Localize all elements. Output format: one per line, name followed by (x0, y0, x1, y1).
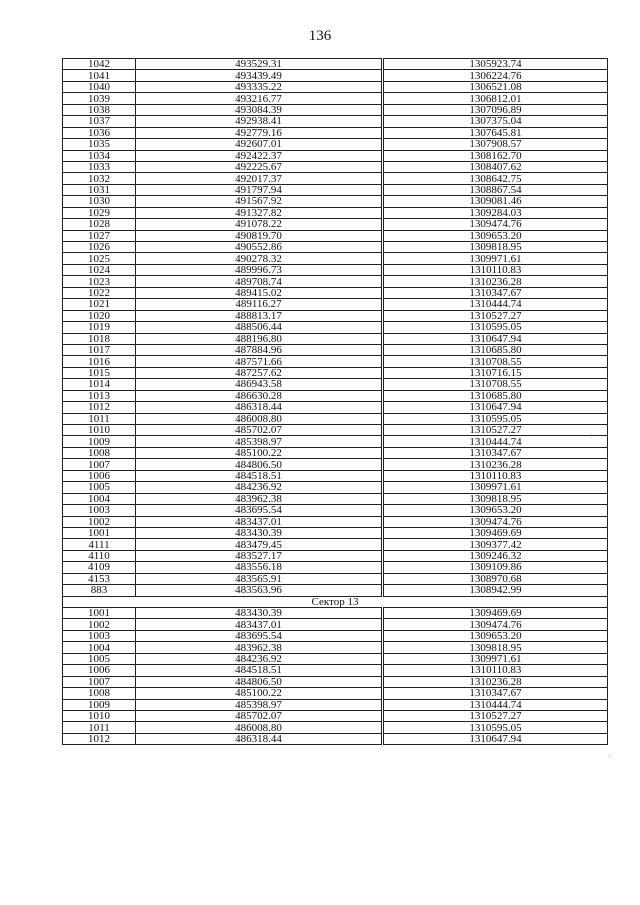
x-coordinate-cell: 488506.44 (136, 322, 383, 333)
y-coordinate-cell: 1308867.54 (383, 184, 608, 195)
scan-speck: · (608, 752, 611, 762)
point-number-cell: 1021 (63, 299, 136, 310)
x-coordinate-cell: 487571.66 (136, 356, 383, 367)
table-row (63, 173, 608, 184)
x-coordinate-cell: 486008.80 (136, 413, 383, 424)
table-row (63, 139, 608, 150)
y-coordinate-cell: 1310444.74 (383, 299, 608, 310)
page-number: 136 (308, 28, 332, 44)
point-number-cell: 1007 (63, 676, 136, 687)
point-number-cell: 1039 (63, 93, 136, 104)
sector-header-row (63, 596, 608, 607)
y-coordinate-cell: 1309971.61 (383, 253, 608, 264)
x-coordinate-cell: 483527.17 (136, 550, 383, 561)
y-coordinate-cell: 1310647.94 (383, 402, 608, 413)
table-row (63, 242, 608, 253)
x-coordinate-cell: 484518.51 (136, 665, 383, 676)
table-row (63, 562, 608, 573)
point-number-cell: 1003 (63, 630, 136, 641)
y-coordinate-cell: 1310110.83 (383, 665, 608, 676)
table-row (63, 710, 608, 721)
point-number-cell: 1006 (63, 470, 136, 481)
y-coordinate-cell: 1310110.83 (383, 264, 608, 275)
table-row (63, 59, 608, 70)
y-coordinate-cell: 1305923.74 (383, 59, 608, 70)
point-number-cell: 1020 (63, 310, 136, 321)
x-coordinate-cell: 489116.27 (136, 299, 383, 310)
x-coordinate-cell: 483565.91 (136, 573, 383, 584)
table-row (63, 619, 608, 630)
table-row (63, 436, 608, 447)
point-number-cell: 1027 (63, 230, 136, 241)
x-coordinate-cell: 483695.54 (136, 630, 383, 641)
table-row (63, 70, 608, 81)
x-coordinate-cell: 483479.45 (136, 539, 383, 550)
x-coordinate-cell: 484518.51 (136, 470, 383, 481)
y-coordinate-cell: 1309474.76 (383, 516, 608, 527)
point-number-cell: 4109 (63, 562, 136, 573)
table-row (63, 230, 608, 241)
y-coordinate-cell: 1306224.76 (383, 70, 608, 81)
point-number-cell: 1002 (63, 619, 136, 630)
table-row (63, 527, 608, 538)
x-coordinate-cell: 488813.17 (136, 310, 383, 321)
x-coordinate-cell: 483962.38 (136, 642, 383, 653)
table-row (63, 161, 608, 172)
table-row (63, 402, 608, 413)
x-coordinate-cell: 487257.62 (136, 367, 383, 378)
point-number-cell: 1031 (63, 184, 136, 195)
y-coordinate-cell: 1310444.74 (383, 699, 608, 710)
point-number-cell: 4110 (63, 550, 136, 561)
x-coordinate-cell: 493529.31 (136, 59, 383, 70)
y-coordinate-cell: 1310527.27 (383, 710, 608, 721)
point-number-cell: 1014 (63, 379, 136, 390)
x-coordinate-cell: 483962.38 (136, 493, 383, 504)
y-coordinate-cell: 1309653.20 (383, 630, 608, 641)
table-row (63, 310, 608, 321)
table-row (63, 253, 608, 264)
point-number-cell: 1032 (63, 173, 136, 184)
table-row (63, 516, 608, 527)
x-coordinate-cell: 485100.22 (136, 688, 383, 699)
x-coordinate-cell: 492422.37 (136, 150, 383, 161)
y-coordinate-cell: 1307096.89 (383, 104, 608, 115)
x-coordinate-cell: 485702.07 (136, 425, 383, 436)
y-coordinate-cell: 1310347.67 (383, 688, 608, 699)
table-row (63, 196, 608, 207)
y-coordinate-cell: 1309653.20 (383, 230, 608, 241)
table-row (63, 722, 608, 733)
x-coordinate-cell: 492017.37 (136, 173, 383, 184)
x-coordinate-cell: 493084.39 (136, 104, 383, 115)
point-number-cell: 1012 (63, 402, 136, 413)
table-row (63, 665, 608, 676)
y-coordinate-cell: 1308970.68 (383, 573, 608, 584)
table-row (63, 608, 608, 619)
point-number-cell: 1004 (63, 642, 136, 653)
x-coordinate-cell: 485398.97 (136, 699, 383, 710)
table-row (63, 184, 608, 195)
y-coordinate-cell: 1309081.46 (383, 196, 608, 207)
y-coordinate-cell: 1309818.95 (383, 493, 608, 504)
y-coordinate-cell: 1310595.05 (383, 413, 608, 424)
table-row (63, 390, 608, 401)
y-coordinate-cell: 1308642.75 (383, 173, 608, 184)
table-row (63, 550, 608, 561)
x-coordinate-cell: 489415.02 (136, 287, 383, 298)
x-coordinate-cell: 492607.01 (136, 139, 383, 150)
x-coordinate-cell: 485100.22 (136, 447, 383, 458)
x-coordinate-cell: 489996.73 (136, 264, 383, 275)
y-coordinate-cell: 1306812.01 (383, 93, 608, 104)
point-number-cell: 1042 (63, 59, 136, 70)
point-number-cell: 1029 (63, 207, 136, 218)
table-row (63, 699, 608, 710)
y-coordinate-cell: 1309284.03 (383, 207, 608, 218)
table-row (63, 585, 608, 596)
x-coordinate-cell: 485702.07 (136, 710, 383, 721)
table-row (63, 264, 608, 275)
table-row (63, 505, 608, 516)
x-coordinate-cell: 483556.18 (136, 562, 383, 573)
x-coordinate-cell: 488196.80 (136, 333, 383, 344)
point-number-cell: 4111 (63, 539, 136, 550)
point-number-cell: 1012 (63, 733, 136, 744)
y-coordinate-cell: 1310347.67 (383, 287, 608, 298)
point-number-cell: 1041 (63, 70, 136, 81)
x-coordinate-cell: 492938.41 (136, 116, 383, 127)
point-number-cell: 1005 (63, 653, 136, 664)
table-row (63, 539, 608, 550)
point-number-cell: 1033 (63, 161, 136, 172)
table-row (63, 367, 608, 378)
y-coordinate-cell: 1310708.55 (383, 379, 608, 390)
point-number-cell: 1009 (63, 699, 136, 710)
scan-speck: · (590, 430, 593, 440)
x-coordinate-cell: 486008.80 (136, 722, 383, 733)
y-coordinate-cell: 1309971.61 (383, 653, 608, 664)
x-coordinate-cell: 484236.92 (136, 482, 383, 493)
point-number-cell: 1030 (63, 196, 136, 207)
x-coordinate-cell: 486318.44 (136, 402, 383, 413)
x-coordinate-cell: 490278.32 (136, 253, 383, 264)
table-row (63, 379, 608, 390)
x-coordinate-cell: 491327.82 (136, 207, 383, 218)
y-coordinate-cell: 1307375.04 (383, 116, 608, 127)
table-row (63, 470, 608, 481)
y-coordinate-cell: 1310110.83 (383, 470, 608, 481)
y-coordinate-cell: 1309109.86 (383, 562, 608, 573)
x-coordinate-cell: 489708.74 (136, 276, 383, 287)
y-coordinate-cell: 1310595.05 (383, 322, 608, 333)
table-row (63, 653, 608, 664)
coordinates-table (62, 58, 608, 745)
table-row (63, 642, 608, 653)
point-number-cell: 1007 (63, 459, 136, 470)
y-coordinate-cell: 1310444.74 (383, 436, 608, 447)
table-row (63, 150, 608, 161)
point-number-cell: 1038 (63, 104, 136, 115)
point-number-cell: 1010 (63, 710, 136, 721)
table-row (63, 356, 608, 367)
y-coordinate-cell: 1309377.42 (383, 539, 608, 550)
x-coordinate-cell: 483430.39 (136, 608, 383, 619)
y-coordinate-cell: 1310595.05 (383, 722, 608, 733)
table-row (63, 207, 608, 218)
y-coordinate-cell: 1307645.81 (383, 127, 608, 138)
table-row (63, 276, 608, 287)
point-number-cell: 1009 (63, 436, 136, 447)
x-coordinate-cell: 483430.39 (136, 527, 383, 538)
x-coordinate-cell: 486318.44 (136, 733, 383, 744)
y-coordinate-cell: 1309469.69 (383, 527, 608, 538)
y-coordinate-cell: 1309971.61 (383, 482, 608, 493)
table-row (63, 299, 608, 310)
x-coordinate-cell: 483563.96 (136, 585, 383, 596)
y-coordinate-cell: 1309818.95 (383, 242, 608, 253)
x-coordinate-cell: 483437.01 (136, 619, 383, 630)
x-coordinate-cell: 486630.28 (136, 390, 383, 401)
table-row (63, 413, 608, 424)
table-row (63, 287, 608, 298)
point-number-cell: 1016 (63, 356, 136, 367)
point-number-cell: 1008 (63, 688, 136, 699)
coordinates-table-body (63, 59, 608, 745)
point-number-cell: 1004 (63, 493, 136, 504)
point-number-cell: 1036 (63, 127, 136, 138)
x-coordinate-cell: 483437.01 (136, 516, 383, 527)
point-number-cell: 1024 (63, 264, 136, 275)
point-number-cell: 1013 (63, 390, 136, 401)
point-number-cell: 883 (63, 585, 136, 596)
table-row (63, 219, 608, 230)
x-coordinate-cell: 491078.22 (136, 219, 383, 230)
y-coordinate-cell: 1308162.70 (383, 150, 608, 161)
sector-title: Сектор 13 (63, 596, 608, 607)
table-row (63, 573, 608, 584)
table-row (63, 493, 608, 504)
y-coordinate-cell: 1310647.94 (383, 333, 608, 344)
x-coordinate-cell: 491797.94 (136, 184, 383, 195)
x-coordinate-cell: 484806.50 (136, 676, 383, 687)
point-number-cell: 1008 (63, 447, 136, 458)
x-coordinate-cell: 493439.49 (136, 70, 383, 81)
y-coordinate-cell: 1309818.95 (383, 642, 608, 653)
table-row (63, 127, 608, 138)
point-number-cell: 1018 (63, 333, 136, 344)
table-row (63, 447, 608, 458)
y-coordinate-cell: 1309469.69 (383, 608, 608, 619)
table-row (63, 81, 608, 92)
table-row (63, 93, 608, 104)
table-row (63, 116, 608, 127)
x-coordinate-cell: 492225.67 (136, 161, 383, 172)
y-coordinate-cell: 1308407.62 (383, 161, 608, 172)
point-number-cell: 1011 (63, 722, 136, 733)
x-coordinate-cell: 484806.50 (136, 459, 383, 470)
table-row (63, 333, 608, 344)
point-number-cell: 1037 (63, 116, 136, 127)
point-number-cell: 1002 (63, 516, 136, 527)
y-coordinate-cell: 1309474.76 (383, 219, 608, 230)
table-row (63, 482, 608, 493)
point-number-cell: 1034 (63, 150, 136, 161)
x-coordinate-cell: 493335.22 (136, 81, 383, 92)
y-coordinate-cell: 1310236.28 (383, 276, 608, 287)
x-coordinate-cell: 484236.92 (136, 653, 383, 664)
x-coordinate-cell: 491567.92 (136, 196, 383, 207)
table-row (63, 630, 608, 641)
x-coordinate-cell: 492779.16 (136, 127, 383, 138)
x-coordinate-cell: 487884.96 (136, 344, 383, 355)
y-coordinate-cell: 1310708.55 (383, 356, 608, 367)
table-row (63, 459, 608, 470)
point-number-cell: 1035 (63, 139, 136, 150)
y-coordinate-cell: 1310647.94 (383, 733, 608, 744)
point-number-cell: 1006 (63, 665, 136, 676)
y-coordinate-cell: 1309474.76 (383, 619, 608, 630)
point-number-cell: 1022 (63, 287, 136, 298)
point-number-cell: 1005 (63, 482, 136, 493)
table-row (63, 344, 608, 355)
y-coordinate-cell: 1310236.28 (383, 676, 608, 687)
point-number-cell: 1015 (63, 367, 136, 378)
x-coordinate-cell: 490552.86 (136, 242, 383, 253)
y-coordinate-cell: 1309246.32 (383, 550, 608, 561)
point-number-cell: 1040 (63, 81, 136, 92)
x-coordinate-cell: 490819.70 (136, 230, 383, 241)
y-coordinate-cell: 1310716.15 (383, 367, 608, 378)
table-row (63, 676, 608, 687)
y-coordinate-cell: 1308942.99 (383, 585, 608, 596)
point-number-cell: 1017 (63, 344, 136, 355)
y-coordinate-cell: 1310347.67 (383, 447, 608, 458)
y-coordinate-cell: 1309653.20 (383, 505, 608, 516)
point-number-cell: 1025 (63, 253, 136, 264)
point-number-cell: 1028 (63, 219, 136, 230)
y-coordinate-cell: 1310236.28 (383, 459, 608, 470)
point-number-cell: 1026 (63, 242, 136, 253)
point-number-cell: 4153 (63, 573, 136, 584)
y-coordinate-cell: 1310527.27 (383, 310, 608, 321)
point-number-cell: 1023 (63, 276, 136, 287)
y-coordinate-cell: 1310685.80 (383, 390, 608, 401)
point-number-cell: 1019 (63, 322, 136, 333)
x-coordinate-cell: 483695.54 (136, 505, 383, 516)
y-coordinate-cell: 1310527.27 (383, 425, 608, 436)
y-coordinate-cell: 1307908.57 (383, 139, 608, 150)
table-row (63, 733, 608, 744)
table-row (63, 322, 608, 333)
y-coordinate-cell: 1306521.08 (383, 81, 608, 92)
point-number-cell: 1010 (63, 425, 136, 436)
table-row (63, 104, 608, 115)
x-coordinate-cell: 486943.58 (136, 379, 383, 390)
point-number-cell: 1011 (63, 413, 136, 424)
x-coordinate-cell: 485398.97 (136, 436, 383, 447)
point-number-cell: 1001 (63, 608, 136, 619)
table-row (63, 688, 608, 699)
point-number-cell: 1001 (63, 527, 136, 538)
point-number-cell: 1003 (63, 505, 136, 516)
table-row (63, 425, 608, 436)
x-coordinate-cell: 493216.77 (136, 93, 383, 104)
y-coordinate-cell: 1310685.80 (383, 344, 608, 355)
